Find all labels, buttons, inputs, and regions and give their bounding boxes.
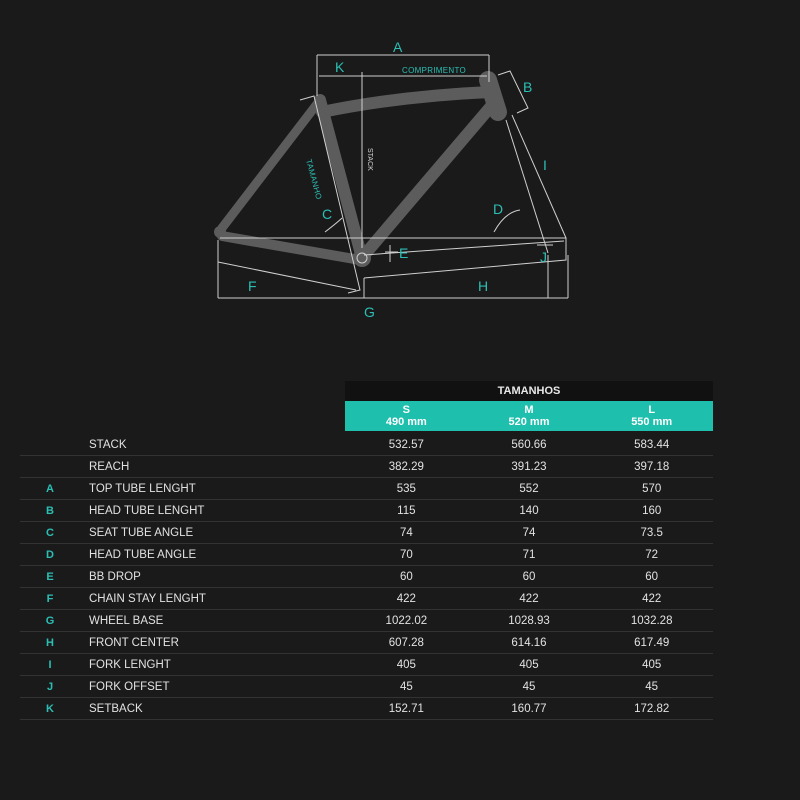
frame-geometry-diagram (0, 0, 800, 340)
row-label: FORK LENGHT (89, 658, 171, 671)
row-label: TOP TUBE LENGHT (89, 482, 196, 495)
row-letter: J (46, 680, 54, 693)
row-value: 45 (645, 680, 659, 693)
row-value: 397.18 (634, 460, 670, 473)
row-label: REACH (89, 460, 130, 473)
table-row (20, 434, 713, 456)
row-value: 583.44 (634, 438, 670, 451)
label-g: G (364, 304, 375, 320)
size-col-m (468, 401, 591, 431)
row-label: HEAD TUBE ANGLE (89, 548, 197, 561)
table-row (20, 610, 713, 632)
row-value: 140 (519, 504, 539, 517)
row-letter: I (48, 658, 52, 671)
table-row (20, 500, 713, 522)
table-row (20, 544, 713, 566)
row-value: 391.23 (511, 460, 547, 473)
label-a: A (393, 39, 403, 55)
table-row (20, 522, 713, 544)
bike-frame (214, 80, 498, 267)
label-f: F (248, 278, 257, 294)
row-value: 74 (399, 526, 413, 539)
row-letter: H (46, 636, 54, 649)
label-tamanho: TAMANHO (304, 158, 324, 201)
row-value: 60 (645, 570, 659, 583)
size-col-l (590, 401, 713, 431)
row-label: SETBACK (89, 702, 143, 715)
row-value: 614.16 (511, 636, 547, 649)
table-title: TAMANHOS (345, 381, 713, 401)
row-value: 72 (645, 548, 659, 561)
row-label: WHEEL BASE (89, 614, 164, 627)
size-name: L (648, 404, 656, 416)
size-mm: 550 mm (631, 416, 673, 428)
row-letter: C (46, 526, 54, 539)
row-value: 74 (522, 526, 536, 539)
row-value: 405 (519, 658, 539, 671)
row-value: 70 (399, 548, 413, 561)
label-k: K (335, 59, 345, 75)
row-value: 60 (522, 570, 536, 583)
geometry-table (20, 381, 713, 720)
row-value: 552 (519, 482, 539, 495)
label-comprimento: COMPRIMENTO (402, 66, 467, 75)
row-letter: F (46, 592, 54, 605)
row-label: FRONT CENTER (89, 636, 179, 649)
table-row (20, 566, 713, 588)
label-j: J (540, 249, 547, 265)
row-value: 617.49 (634, 636, 670, 649)
table-row (20, 698, 713, 720)
row-label: CHAIN STAY LENGHT (89, 592, 206, 605)
label-i: I (543, 157, 547, 173)
row-label: HEAD TUBE LENGHT (89, 504, 205, 517)
row-value: 422 (519, 592, 539, 605)
row-letter: D (46, 548, 54, 561)
label-stack: STACK (366, 148, 373, 171)
table-row (20, 632, 713, 654)
row-value: 115 (397, 504, 416, 517)
row-value: 560.66 (511, 438, 547, 451)
row-value: 422 (396, 592, 416, 605)
size-mm: 490 mm (385, 416, 427, 428)
row-value: 1028.93 (508, 614, 550, 627)
row-label: STACK (89, 438, 127, 451)
size-name: M (524, 404, 534, 416)
row-letter: B (46, 504, 54, 517)
table-row (20, 456, 713, 478)
row-value: 172.82 (634, 702, 670, 715)
row-value: 73.5 (640, 526, 663, 539)
size-name: S (402, 404, 410, 416)
size-mm: 520 mm (508, 416, 550, 428)
row-value: 60 (399, 570, 413, 583)
size-col-s (345, 401, 468, 431)
table-row (20, 676, 713, 698)
row-value: 160 (642, 504, 662, 517)
row-letter: K (46, 702, 54, 715)
table-row (20, 478, 713, 500)
label-h: H (478, 278, 489, 294)
table-row (20, 588, 713, 610)
row-letter: A (46, 482, 54, 495)
label-b: B (523, 79, 533, 95)
row-value: 1022.02 (385, 614, 428, 627)
row-value: 152.71 (388, 702, 424, 715)
size-header (345, 401, 713, 431)
row-value: 405 (396, 658, 416, 671)
row-value: 422 (642, 592, 662, 605)
row-letter: E (46, 570, 54, 583)
row-value: 607.28 (388, 636, 424, 649)
label-c: C (322, 206, 333, 222)
dimension-lines (218, 55, 568, 298)
row-value: 160.77 (511, 702, 547, 715)
row-value: 535 (396, 482, 416, 495)
row-value: 71 (522, 548, 536, 561)
label-e: E (399, 245, 409, 261)
row-letter: G (45, 614, 55, 627)
table-body (20, 434, 713, 720)
row-label: FORK OFFSET (89, 680, 170, 693)
row-value: 382.29 (388, 460, 424, 473)
label-d: D (493, 201, 504, 217)
row-label: SEAT TUBE ANGLE (89, 526, 194, 539)
row-value: 1032.28 (630, 614, 673, 627)
row-value: 532.57 (388, 438, 424, 451)
row-value: 45 (399, 680, 413, 693)
table-row (20, 654, 713, 676)
row-value: 570 (642, 482, 662, 495)
row-value: 45 (522, 680, 536, 693)
row-value: 405 (642, 658, 662, 671)
row-label: BB DROP (89, 570, 141, 583)
